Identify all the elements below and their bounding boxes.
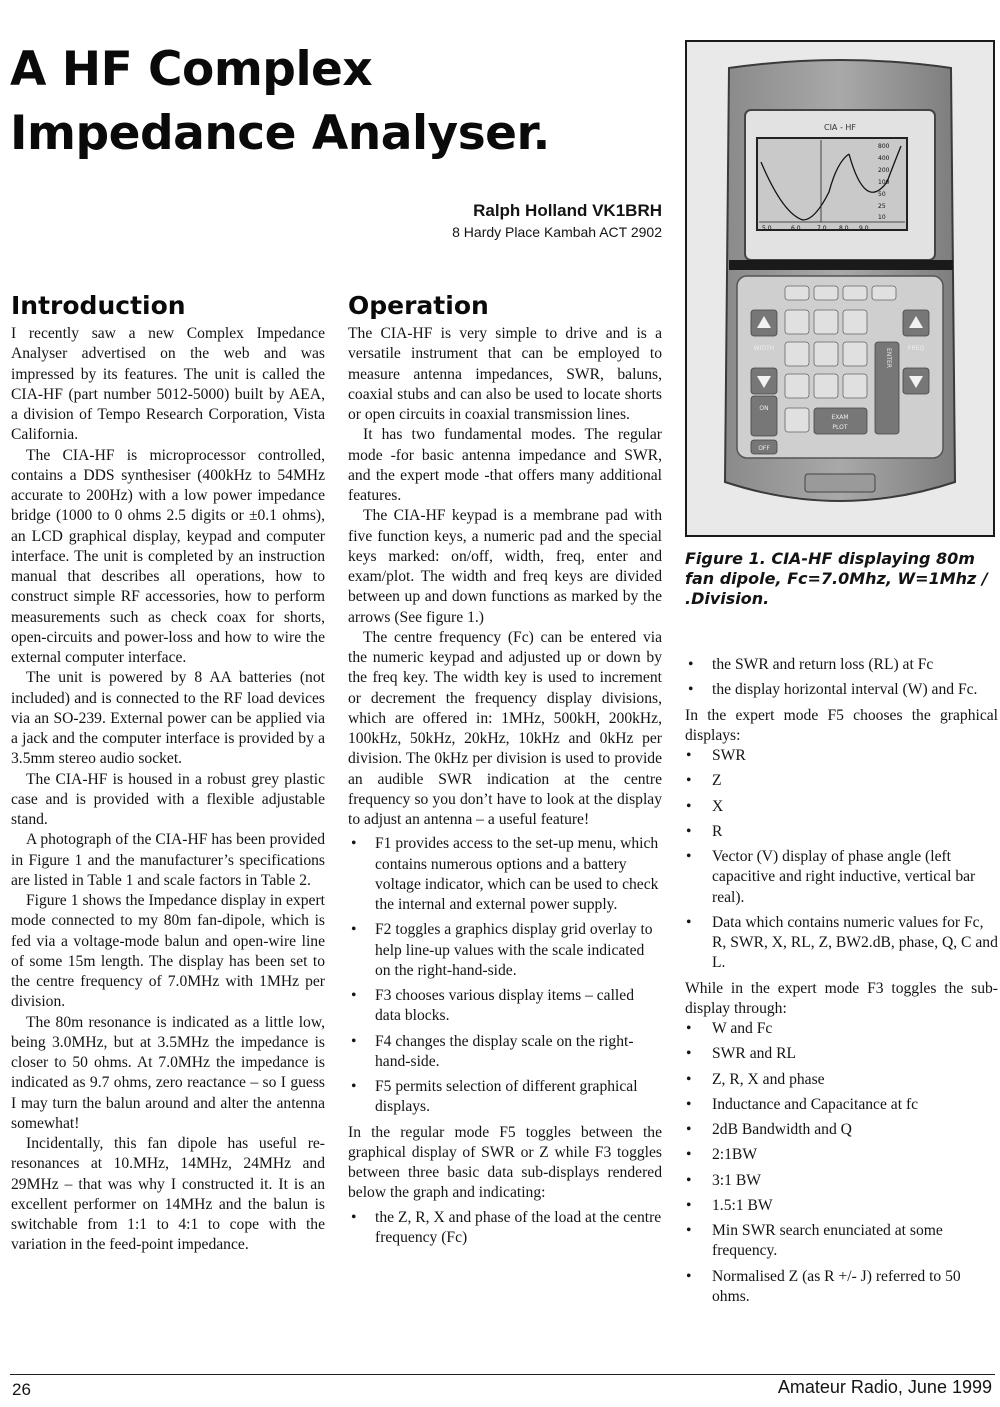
intro-paragraph: Incidentally, this fan dipole has useful re-resonances at 10.MHz, 14MHz, 24MHz and 29MHz – that was why I constructed it. It is an excellent performer on 14MHz and the balun is switchable from 1:1 to 4:1 to cope with the variation in the feed-point impedance. [11, 1135, 325, 1254]
operation-paragraph: It has two fundamental modes. The regular mode -for basic antenna impedance and SWR, and the expert mode -that offers many additional features. [348, 426, 662, 504]
title-line-1: A HF Complex [10, 42, 373, 97]
operation-paragraph: The centre frequency (Fc) can be entered via the numeric keypad and adjusted up or down by the freq key. The width key is used to increment or decrement the frequency display divisions, which are offered in: 1MHz, 500kH, 200kHz, 100kHz, 50kHz, 20kHz, 10kHz and 0kHz per division. The 0kHz per division is used to provide an audible SWR indication at the centre frequency so you don’t have to look at the display to adjust an antenna – a useful feature! [348, 628, 662, 828]
list-item: • X [685, 797, 998, 817]
author-name: Ralph Holland VK1BRH [473, 201, 662, 220]
off-key-label: OFF [758, 445, 770, 452]
column-1 [11, 290, 325, 1256]
axis-label: 5.0 [762, 225, 772, 232]
list-item: • F3 chooses various display items – called data blocks. [348, 986, 662, 1027]
on-key [751, 396, 777, 436]
list-item: • SWR and RL [685, 1044, 998, 1064]
list-item: • R [685, 822, 998, 842]
column-2 [348, 290, 662, 1253]
on-key-label: ON [759, 405, 769, 412]
scale-label: 200 [878, 167, 890, 174]
plot-key-label: PLOT [832, 424, 848, 431]
list-item: • 1.5:1 BW [685, 1196, 998, 1216]
operation-paragraph: The CIA-HF keypad is a membrane pad with five function keys, a numeric pad and the special keys marked: on/off, width, freq, enter and exam/plot. The width and freq keys are divided between up and down functions as marked by the arrows (See figure 1.) [348, 507, 662, 626]
list-item: • SWR [685, 746, 998, 766]
regular-mode-list-continued [685, 655, 998, 701]
scale-label: 800 [878, 143, 890, 150]
scale-label: 50 [878, 191, 886, 198]
scale-label: 100 [878, 179, 890, 186]
list-item: • Inductance and Capacitance at fc [685, 1095, 998, 1115]
function-key-list [348, 834, 662, 1117]
title-line-2: Impedance Analyser. [10, 106, 550, 161]
list-item: • F2 toggles a graphics display grid overlay to help line-up values with the scale indicated on the right-hand-side. [348, 920, 662, 981]
cia-hf-device-illustration [687, 42, 993, 535]
axis-label: 7.0 [817, 225, 827, 232]
intro-paragraph: The unit is powered by 8 AA batteries (not included) and is connected to the RF load devices via an SO-239. External power can be applied via a jack and the computer interface is provided by a 3.5mm stereo audio socket. [11, 669, 325, 768]
list-item: • F1 provides access to the set-up menu, which contains numerous options and a battery voltage indicator, which can be used to check the internal and external power supply. [348, 834, 662, 915]
list-item: • F4 changes the display scale on the right-hand-side. [348, 1032, 662, 1073]
freq-key-label: FREQ [907, 345, 925, 352]
footer-divider [10, 1374, 995, 1375]
list-item: • 3:1 BW [685, 1171, 998, 1191]
list-item: • Data which contains numeric values for Fc, R, SWR, X, RL, Z, BW2.dB, phase, Q, C and L. [685, 913, 998, 974]
intro-paragraph: I recently saw a new Complex Impedance Analyser advertised on the web and was impressed by its features. The unit is called the CIA-HF (part number 5012-5000) built by AEA, a division of Tempo Research Corporation, Vista California. [11, 325, 325, 444]
column-3 [685, 655, 998, 1312]
exam-key-label: EXAM [831, 414, 849, 421]
list-item: • Vector (V) display of phase angle (left capacitive and right inductive, vertical bar real). [685, 847, 998, 908]
list-item: • W and Fc [685, 1019, 998, 1039]
intro-paragraph: The CIA-HF is housed in a robust grey plastic case and is provided with a flexible adjustable stand. [11, 770, 325, 828]
list-item: • the Z, R, X and phase of the load at the centre frequency (Fc) [348, 1208, 662, 1249]
intro-paragraph: Figure 1 shows the Impedance display in expert mode connected to my 80m fan-dipole, which is fed via a voltage-mode balun and open-wire line of some 15m length. The display has been set to the centre frequency of 7.0MHz with 1MHz per division. [11, 892, 325, 1011]
expert-f5-list [685, 746, 998, 974]
width-key-label: WIDTH [753, 345, 775, 352]
scale-label: 25 [878, 203, 886, 210]
intro-paragraph: The CIA-HF is microprocessor controlled, contains a DDS synthesiser (400kHz to 54MHz accurate to 200Hz) with a low power impedance bridge (1000 to 0 ohms 2.5 digits or ±0.1 ohms), an LCD graphical display, keypad and computer interface. The unit is completed by an instruction manual that describes all operations, how to construct simple RF accessories, how to perform measurements such as check coax for shorts, open-circuits and power-loss and how to wire the external computer interface. [11, 446, 325, 666]
list-item: • Z [685, 771, 998, 791]
scale-label: 400 [878, 155, 890, 162]
intro-paragraph: The 80m resonance is indicated as a little low, being 3.0MHz, but at 3.5MHz the impedance is closer to 50 ohms. At 7.0MHz the impedance is indicated as 9.7 ohms, zero reactance – so I guess I may turn the balun around and alter the antenna somewhat! [11, 1013, 325, 1132]
device-photo [685, 40, 995, 537]
list-item: • F5 permits selection of different graphical displays. [348, 1077, 662, 1118]
list-item: • Normalised Z (as R +/- J) referred to 50 ohms. [685, 1267, 998, 1308]
list-item: • 2:1BW [685, 1145, 998, 1165]
list-item: • Z, R, X and phase [685, 1070, 998, 1090]
article-title [10, 38, 550, 166]
scale-label: 10 [878, 214, 886, 221]
list-item: • Min SWR search enunciated at some frequency. [685, 1221, 998, 1262]
author-block [330, 200, 662, 242]
figure-caption: Figure 1. CIA-HF displaying 80m fan dipole, Fc=7.0Mhz, W=1Mhz / .Division. [685, 549, 988, 608]
list-item: • the SWR and return loss (RL) at Fc [685, 655, 998, 675]
expert-f5-paragraph: In the expert mode F5 chooses the graphical displays: [685, 706, 998, 744]
regular-mode-list [348, 1208, 662, 1249]
list-item: • the display horizontal interval (W) and Fc. [685, 680, 998, 700]
intro-paragraph: A photograph of the CIA-HF has been provided in Figure 1 and the manufacturer’s specifications are listed in Table 1 and scale factors in Table 2. [11, 831, 325, 889]
journal-name: Amateur Radio, June 1999 [777, 1377, 992, 1397]
axis-label: 9.0 [859, 225, 869, 232]
enter-key-label: ENTER [885, 348, 892, 368]
list-item: • 2dB Bandwidth and Q [685, 1120, 998, 1140]
axis-label: 8.0 [839, 225, 849, 232]
device-label: CIA - HF [823, 123, 857, 132]
expert-f3-paragraph: While in the expert mode F3 toggles the sub-display through: [685, 979, 998, 1017]
operation-heading: Operation [348, 291, 489, 320]
axis-label: 6.0 [791, 225, 801, 232]
page-number: 26 [12, 1380, 31, 1399]
introduction-heading: Introduction [11, 291, 186, 320]
expert-f3-list [685, 1019, 998, 1307]
operation-paragraph: The CIA-HF is very simple to drive and is a versatile instrument that can be employed to measure antenna impedances, SWR, baluns, coaxial stubs and can also be used to locate shorts or open circuits in coaxial transmission lines. [348, 325, 662, 423]
regular-mode-paragraph: In the regular mode F5 toggles between the graphical display of SWR or Z while F3 toggles between three basic data sub-displays rendered below the graph and indicating: [348, 1123, 662, 1202]
author-address: 8 Hardy Place Kambah ACT 2902 [452, 224, 662, 240]
